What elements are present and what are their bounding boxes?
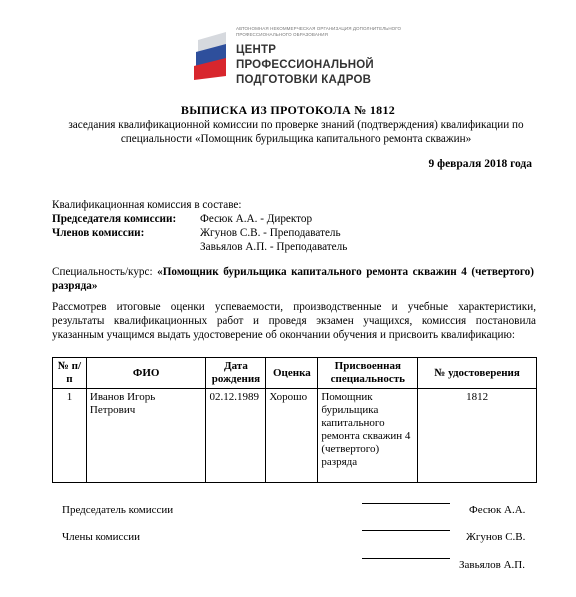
header-num: № п/п: [53, 358, 87, 389]
member-2: Завьялов А.П. - Преподаватель: [200, 241, 348, 253]
signature-members-label: Члены комиссии: [62, 531, 141, 543]
header-specialty: Присвоенная специальность: [318, 358, 418, 389]
signature-member-2: Завьялов А.П.: [459, 559, 525, 571]
document-date: 9 февраля 2018 года: [428, 158, 532, 170]
specialty-label: Специальность/курс:: [52, 266, 153, 278]
logo-title: ЦЕНТР ПРОФЕССИОНАЛЬНОЙ ПОДГОТОВКИ КАДРОВ: [236, 44, 374, 86]
signature-line-chair: [362, 503, 450, 504]
member-1: Жгунов С.В. - Преподаватель: [200, 227, 341, 239]
cell-specialty: Помощник бурильщика капитального ремонта скважин 4 (четвертого) разряда: [318, 389, 418, 483]
header-grade: Оценка: [266, 358, 318, 389]
results-table: [52, 357, 537, 483]
document-title: ВЫПИСКА ИЗ ПРОТОКОЛА № 1812: [180, 103, 396, 117]
specialty-value: «Помощник бурильщика капитального ремонта скважин 4 (четвертого) разряда»: [52, 266, 534, 292]
chair-name: Фесюк А.А. - Директор: [200, 213, 313, 225]
commission-intro: Квалификационная комиссия в составе:: [52, 199, 242, 211]
cell-name: Иванов Игорь Петрович: [86, 389, 206, 483]
cell-grade: Хорошо: [266, 389, 318, 483]
signature-chair-label: Председатель комиссии: [62, 504, 174, 516]
table-header-row: [53, 358, 537, 389]
logo-subtitle: АВТОНОМНАЯ НЕКОММЕРЧЕСКАЯ ОРГАНИЗАЦИЯ ДОПОЛНИТЕЛЬНОГО ПРОФЕССИОНАЛЬНОГО ОБРАЗОВАНИЯ: [236, 26, 402, 37]
header-birthdate: Дата рождения: [206, 358, 266, 389]
cell-num: 1: [53, 389, 87, 483]
header-name: ФИО: [86, 358, 206, 389]
cell-birthdate: 02.12.1989: [206, 389, 266, 483]
signature-member-1: Жгунов С.В.: [466, 531, 526, 543]
signature-line-member-2: [362, 558, 450, 559]
specialty-line: [52, 265, 534, 293]
header-certificate: № удостоверения: [418, 358, 537, 389]
logo-ribbon-icon: [192, 30, 230, 80]
chair-label: Председателя комиссии:: [52, 213, 177, 225]
commission-block: [52, 198, 347, 254]
organization-logo: [192, 26, 412, 86]
document-subtitle: заседания квалификационной комиссии по проверке знаний (подтверждения) квалификации по специальности «Помощник бурильщика капитального ремонта скважин»: [68, 119, 524, 145]
signature-line-member-1: [362, 530, 450, 531]
decision-paragraph: Рассмотрев итоговые оценки успеваемости, производственные и учебные характеристики, результаты квалификационных работ и проведя экзамен учащихся, комиссия постановила указанным учащимся выдать удостоверение об окончании обучения и присвоить квалификацию:: [52, 301, 536, 341]
cell-certificate: 1812: [418, 389, 537, 483]
members-label: Членов комиссии:: [52, 227, 145, 239]
signature-chair-name: Фесюк А.А.: [469, 504, 526, 516]
table-row: [53, 389, 537, 483]
